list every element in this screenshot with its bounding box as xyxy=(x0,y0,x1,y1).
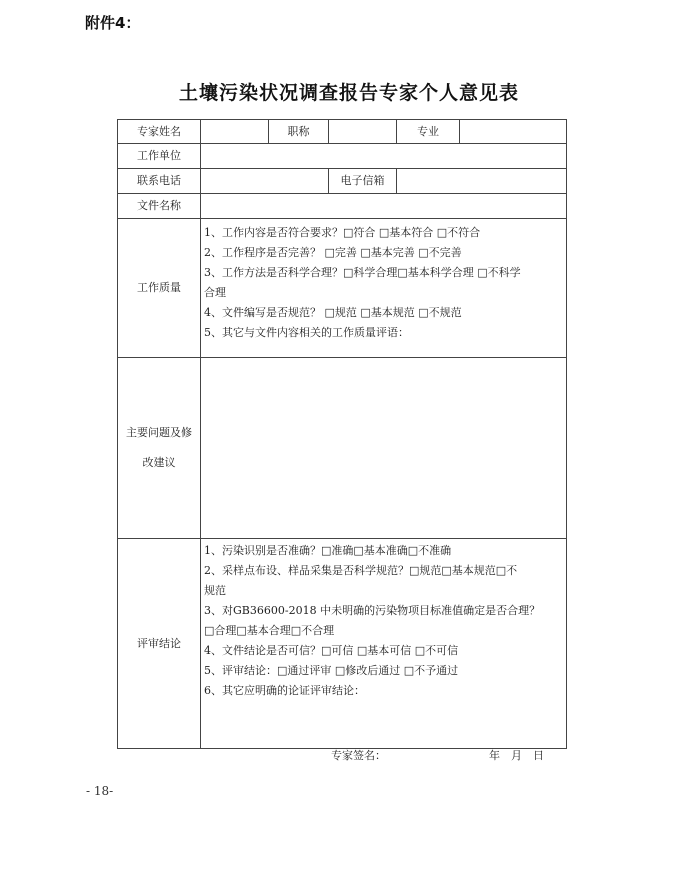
page-title: 土壤污染状况调查报告专家个人意见表 xyxy=(178,82,519,104)
email-label: 电子信箱 xyxy=(329,169,397,194)
work-quality-label: 工作质量 xyxy=(118,219,201,358)
page-number: - 18- xyxy=(86,784,114,798)
attachment-label: 附件4： xyxy=(85,14,141,32)
signature-label: 专家签名： xyxy=(331,749,386,762)
expert-name-field[interactable] xyxy=(201,120,269,144)
review-item: 5、评审结论：□通过评审 □修改后通过 □不予通过 xyxy=(204,664,459,677)
opinion-form-table xyxy=(117,119,567,762)
signature-date: 年 月 日 xyxy=(489,749,544,762)
work-unit-label: 工作单位 xyxy=(118,144,201,169)
quality-item: 5、其它与文件内容相关的工作质量评语： xyxy=(204,326,409,339)
review-item: □合理□基本合理□不合理 xyxy=(204,624,335,637)
position-label: 职称 xyxy=(269,120,329,144)
quality-item: 4、文件编写是否规范？ □规范 □基本规范 □不规范 xyxy=(204,306,462,319)
phone-label: 联系电话 xyxy=(118,169,201,194)
work-unit-field[interactable] xyxy=(201,144,567,169)
quality-item: 合理 xyxy=(204,286,226,299)
quality-item: 2、工作程序是否完善？ □完善 □基本完善 □不完善 xyxy=(204,246,462,259)
review-conclusion-content xyxy=(201,539,567,762)
position-field[interactable] xyxy=(329,120,397,144)
review-conclusion-label: 评审结论 xyxy=(118,539,201,749)
review-item: 规范 xyxy=(204,584,226,597)
major-label: 专业 xyxy=(397,120,460,144)
major-field[interactable] xyxy=(460,120,567,144)
document-name-field[interactable] xyxy=(201,194,567,219)
work-quality-content xyxy=(201,219,567,358)
main-issues-label-line: 改建议 xyxy=(142,456,176,469)
main-issues-label xyxy=(118,358,201,539)
review-item: 6、其它应明确的论证评审结论： xyxy=(204,684,365,697)
main-issues-field[interactable] xyxy=(201,358,567,539)
phone-field[interactable] xyxy=(201,169,329,194)
quality-item: 1、工作内容是否符合要求？□符合 □基本符合 □不符合 xyxy=(204,226,481,239)
review-item: 3、对GB36600-2018 中未明确的污染物项目标准值确定是否合理？ xyxy=(204,604,541,617)
expert-name-label: 专家姓名 xyxy=(118,120,201,144)
review-item: 2、采样点布设、样品采集是否科学规范？□规范□基本规范□不 xyxy=(204,564,518,577)
document-name-label: 文件名称 xyxy=(118,194,201,219)
review-item: 4、文件结论是否可信？□可信 □基本可信 □不可信 xyxy=(204,644,459,657)
main-issues-label-line: 主要问题及修 xyxy=(126,426,192,439)
quality-item: 3、工作方法是否科学合理？□科学合理□基本科学合理 □不科学 xyxy=(204,266,521,279)
review-item: 1、污染识别是否准确？□准确□基本准确□不准确 xyxy=(204,544,452,557)
email-field[interactable] xyxy=(397,169,567,194)
